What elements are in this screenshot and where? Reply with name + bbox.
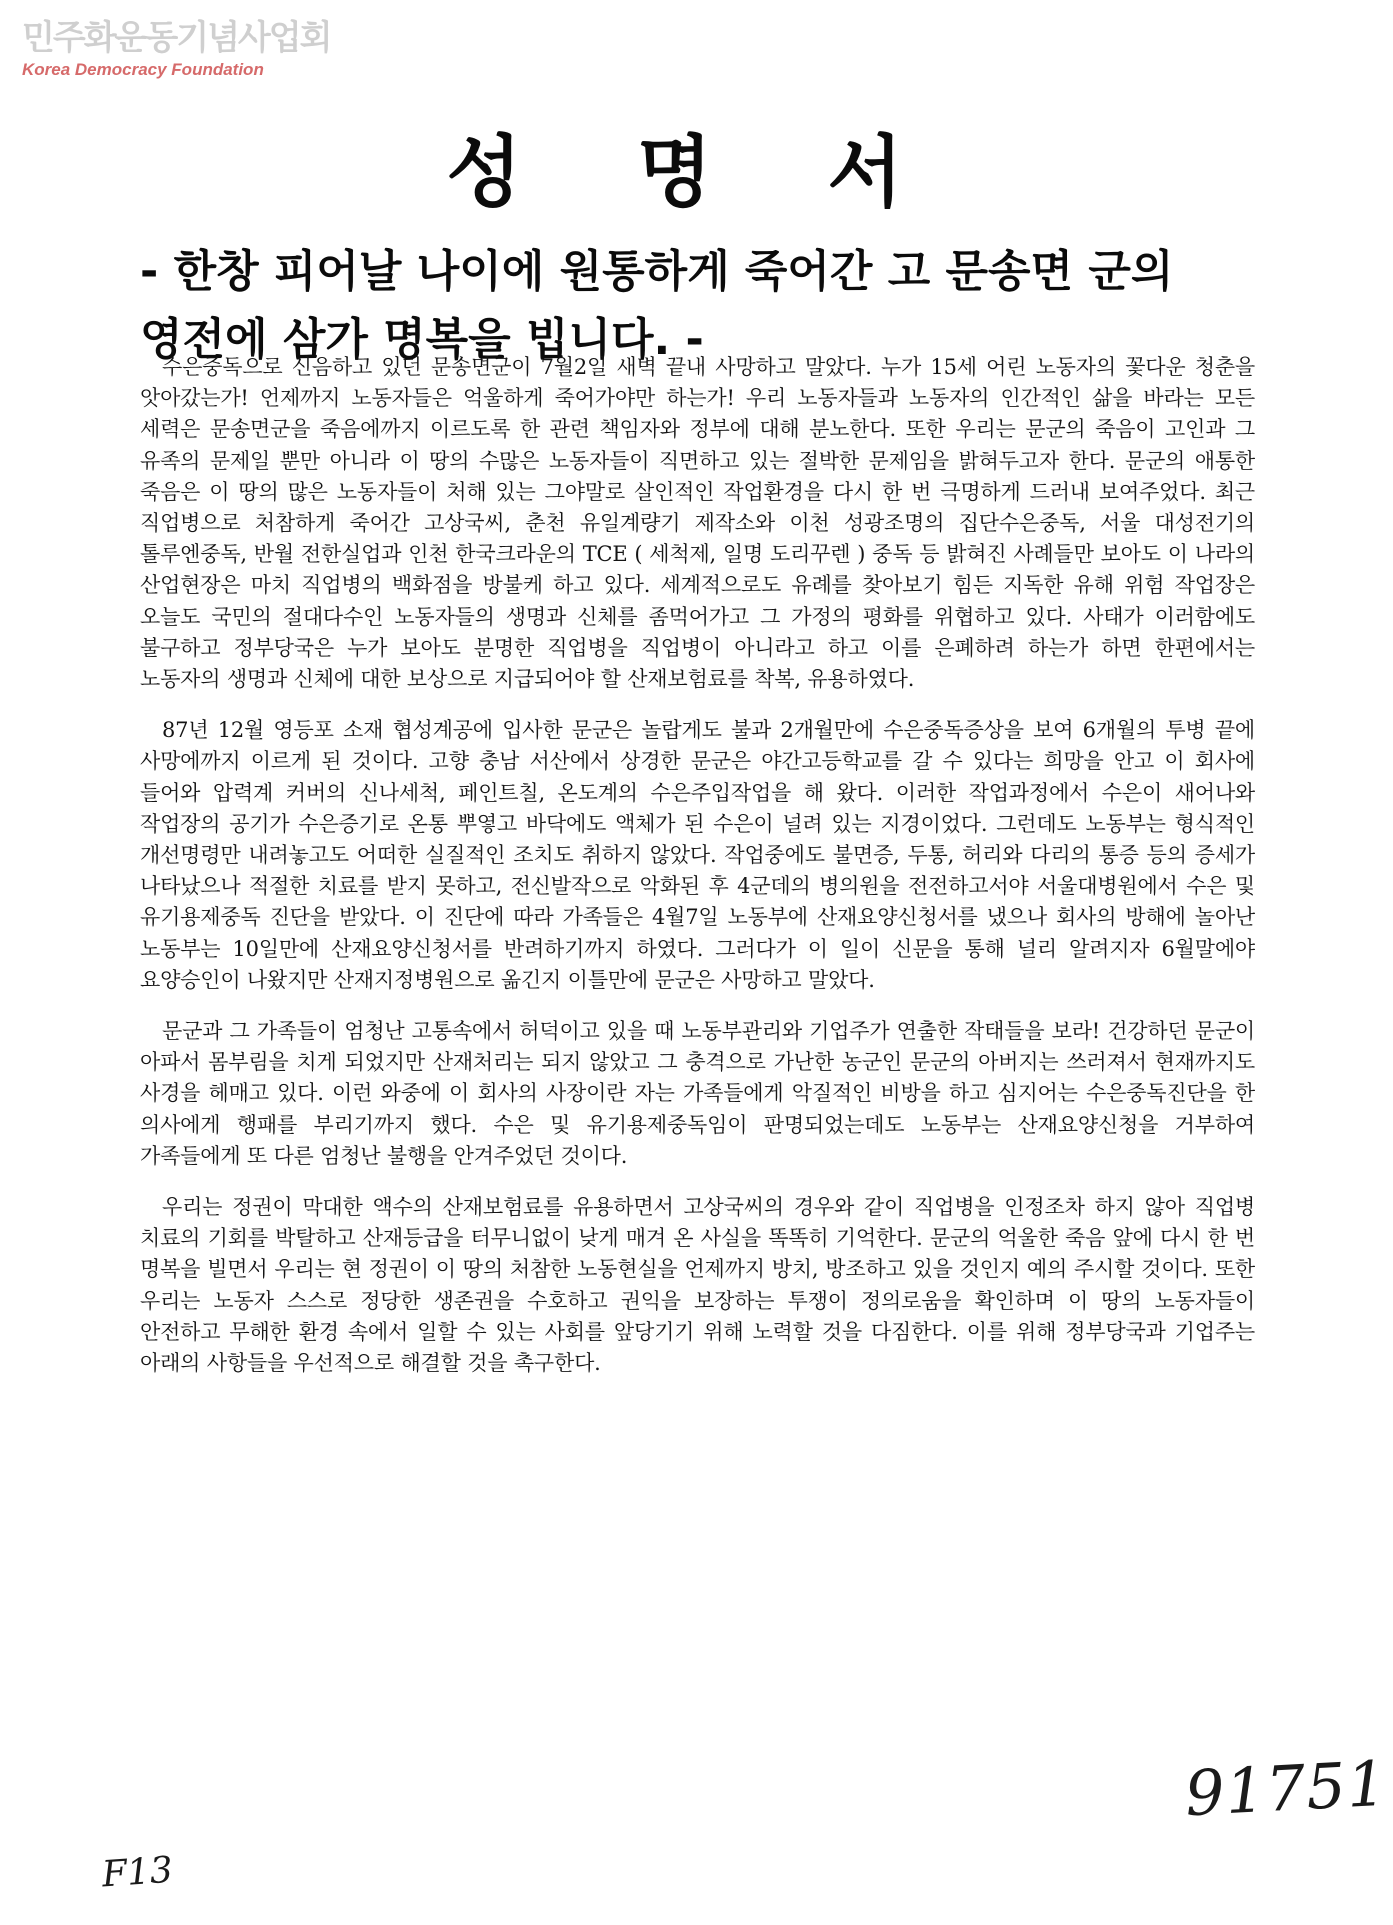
- paragraph-2: 87년 12월 영등포 소재 협성계공에 입사한 문군은 놀랍게도 불과 2개월만에 수은중독증상을 보여 6개월의 투병 끝에 사망에까지 이르게 된 것이다. 고향 충남 서산에서 상경한 문군은 야간고등학교를 갈 수 있다는 희망을 안고 이 회사에 들어와 압력계 커버의 신나세척, 페인트칠, 온도계의 수은주입작업을 해 왔다. 이러한 작업과정에서 수은이 새어나와 작업장의 공기가 수은증기로 온통 뿌옇고 바닥에도 액체가 된 수은이 널려 있는 지경이었다. 그런데도 노동부는 형식적인 개선명령만 내려놓고도 어떠한 실질적인 조치도 취하지 않았다. 작업중에도 불면증, 두통, 허리와 다리의 통증 등의 증세가 나타났으나 적절한 치료를 받지 못하고, 전신발작으로 악화된 후 4군데의 병의원을 전전하고서야 서울대병원에서 수은 및 유기용제중독 진단을 받았다. 이 진단에 따라 가족들은 4월7일 노동부에 산재요양신청서를 냈으나 회사의 방해에 놀아난 노동부는 10일만에 산재요양신청서를 반려하기까지 하였다. 그러다가 이 일이 신문을 통해 널리 알려지자 6월말에야 요양승인이 나왔지만 산재지정병원으로 옮긴지 이틀만에 문군은 사망하고 말았다.: [140, 718, 1255, 992]
- document-title: 성 명 서: [446, 128, 947, 218]
- handwritten-file-code: F13: [100, 1849, 175, 1896]
- watermark-korean: 민주화운동기념사업회: [22, 18, 331, 58]
- watermark-english: Korea Democracy Foundation: [22, 60, 264, 79]
- document-subtitle: - 한창 피어날 나이에 원통하게 죽어간 고 문송면 군의 영전에 삼가 명복을 빕니다. -: [140, 246, 1174, 365]
- document-body: [140, 352, 1255, 1399]
- paragraph-1: 수은중독으로 신음하고 있던 문송면군이 7월2일 새벽 끝내 사망하고 말았다. 누가 15세 어린 노동자의 꽃다운 청춘을 앗아갔는가! 언제까지 노동자들은 억울하게 죽어가야만 하는가! 우리 노동자들과 노동자의 인간적인 삶을 바라는 모든 세력은 문송면군을 죽음에까지 이르도록 한 관련 책임자와 정부에 대해 분노한다. 또한 우리는 문군의 죽음이 고인과 그 유족의 문제일 뿐만 아니라 이 땅의 수많은 노동자들이 직면하고 있는 절박한 문제임을 밝혀두고자 한다. 문군의 애통한 죽음은 이 땅의 많은 노동자들이 처해 있는 그야말로 살인적인 작업환경을 다시 한 번 극명하게 드러내 보여주었다. 최근 직업병으로 처참하게 죽어간 고상국씨, 춘천 유일계량기 제작소와 이천 성광조명의 집단수은중독, 서울 대성전기의 톨루엔중독, 반월 전한실업과 인천 한국크라운의 TCE ( 세척제, 일명 도리꾸렌 ) 중독 등 밝혀진 사례들만 보아도 이 나라의 산업현장은 마치 직업병의 백화점을 방불케 하고 있다. 세계적으로도 유례를 찾아보기 힘든 지독한 유해 위험 작업장은 오늘도 국민의 절대다수인 노동자들의 생명과 신체를 좀먹어가고 그 가정의 평화를 위협하고 있다. 사태가 이러함에도 불구하고 정부당국은 누가 보아도 분명한 직업병을 직업병이 아니라고 하고 이를 은폐하려 하는가 하면 한편에서는 노동자의 생명과 신체에 대한 보상으로 지급되어야 할 산재보험료를 착복, 유용하였다.: [140, 355, 1255, 692]
- paragraph-3: 문군과 그 가족들이 엄청난 고통속에서 허덕이고 있을 때 노동부관리와 기업주가 연출한 작태들을 보라! 건강하던 문군이 아파서 몸부림을 치게 되었지만 산재처리는 되지 않았고 그 충격으로 가난한 농군인 문군의 아버지는 쓰러져서 현재까지도 사경을 헤매고 있다. 이런 와중에 이 회사의 사장이란 자는 가족들에게 악질적인 비방을 하고 심지어는 수은중독진단을 한 의사에게 행패를 부리기까지 했다. 수은 및 유기용제중독임이 판명되었는데도 노동부는 산재요양신청을 거부하여 가족들에게 또 다른 엄청난 불행을 안겨주었던 것이다.: [140, 1019, 1255, 1168]
- paragraph-4: 우리는 정권이 막대한 액수의 산재보험료를 유용하면서 고상국씨의 경우와 같이 직업병을 인정조차 하지 않아 직업병 치료의 기회를 박탈하고 산재등급을 터무니없이 낮게 매겨 온 사실을 똑똑히 기억한다. 문군의 억울한 죽음 앞에 다시 한 번 명복을 빌면서 우리는 현 정권이 이 땅의 처참한 노동현실을 언제까지 방치, 방조하고 있을 것인지 예의 주시할 것이다. 또한 우리는 노동자 스스로 정당한 생존권을 수호하고 권익을 보장하는 투쟁이 정의로움을 확인하며 이 땅의 노동자들이 안전하고 무해한 환경 속에서 일할 수 있는 사회를 앞당기기 위해 노력할 것을 다짐한다. 이를 위해 정부당국과 기업주는 아래의 사항들을 우선적으로 해결할 것을 촉구한다.: [140, 1195, 1256, 1376]
- watermark-logo: [22, 18, 330, 80]
- handwritten-archive-number: 91751: [1183, 1746, 1390, 1831]
